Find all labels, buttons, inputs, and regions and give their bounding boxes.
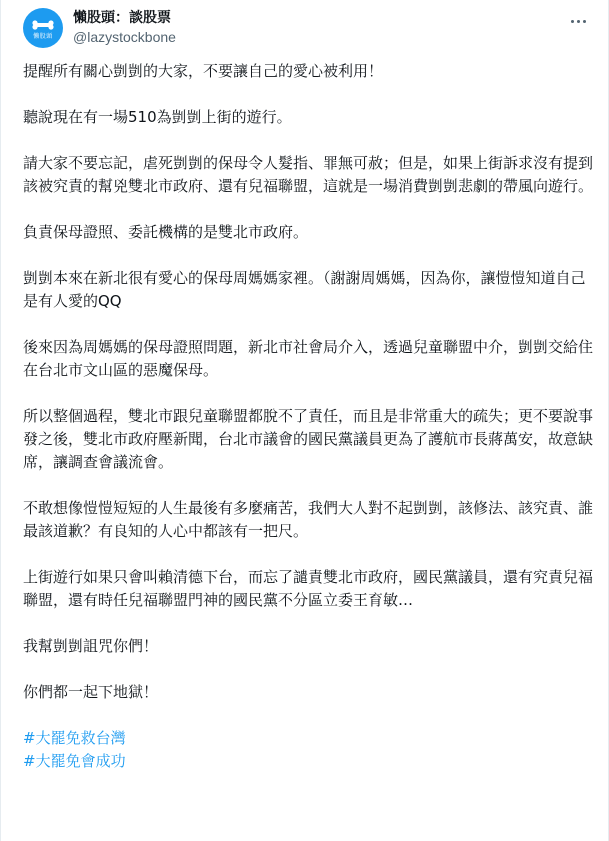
post-paragraph: 你們都一起下地獄！ (23, 683, 159, 701)
hashtag-link[interactable]: #大罷免救台灣 (23, 729, 126, 747)
post-paragraph: 提醒所有關心剴剴的大家，不要讓自己的愛心被利用！ (23, 62, 384, 80)
bone-icon (32, 20, 54, 30)
post-paragraph: 剴剴本來在新北很有愛心的保母周媽媽家裡。（謝謝周媽媽，因為你，讓愷愷知道自己是有人愛的QQ (23, 269, 586, 310)
author-names (73, 9, 176, 46)
post-paragraph: 後來因為周媽媽的保母證照問題，新北市社會局介入，透過兒童聯盟中介，剴剴交給住在台北市文山區的惡魔保母。 (23, 338, 594, 379)
avatar-label: 懶股頭 (33, 32, 53, 40)
post-header (23, 8, 590, 48)
post-paragraph: 上街遊行如果只會叫賴清德下台，而忘了譴責雙北市政府，國民黨議員，還有究責兒福聯盟，還有時任兒福聯盟門神的國民黨不分區立委王育敏… (23, 568, 594, 609)
hashtag-link[interactable]: #大罷免會成功 (23, 752, 126, 770)
post-paragraph: 聽說現在有一場510為剴剴上街的遊行。 (23, 108, 292, 126)
post-paragraph: 所以整個過程，雙北市跟兒童聯盟都脫不了責任，而且是非常重大的疏失；更不要說事發之後，雙北市政府壓新聞，台北市議會的國民黨議員更為了護航市長蔣萬安，故意缺席，讓調查會議流會。 (23, 407, 594, 471)
more-horizontal-icon[interactable] (568, 14, 588, 28)
post-body (23, 60, 596, 773)
post-paragraph: 請大家不要忘記，虐死剴剴的保母令人髮指、罪無可赦；但是，如果上街訴求沒有提到該被究責的幫兇雙北市政府、還有兒福聯盟，這就是一場消費剴剴悲劇的帶風向遊行。 (23, 154, 594, 195)
avatar[interactable] (23, 8, 63, 48)
author-handle[interactable]: @lazystockbone (73, 29, 176, 45)
author-display-name[interactable]: 懶股頭：談股票 (73, 10, 171, 26)
post-paragraph: 負責保母證照、委託機構的是雙北市政府。 (23, 223, 309, 241)
post-paragraph: 不敢想像愷愷短短的人生最後有多麼痛苦，我們大人對不起剴剴，該修法、該究責、誰最該道歉？有良知的人心中都該有一把尺。 (23, 499, 594, 540)
hashtag-list (23, 727, 596, 773)
post-paragraph: 我幫剴剴詛咒你們！ (23, 637, 159, 655)
